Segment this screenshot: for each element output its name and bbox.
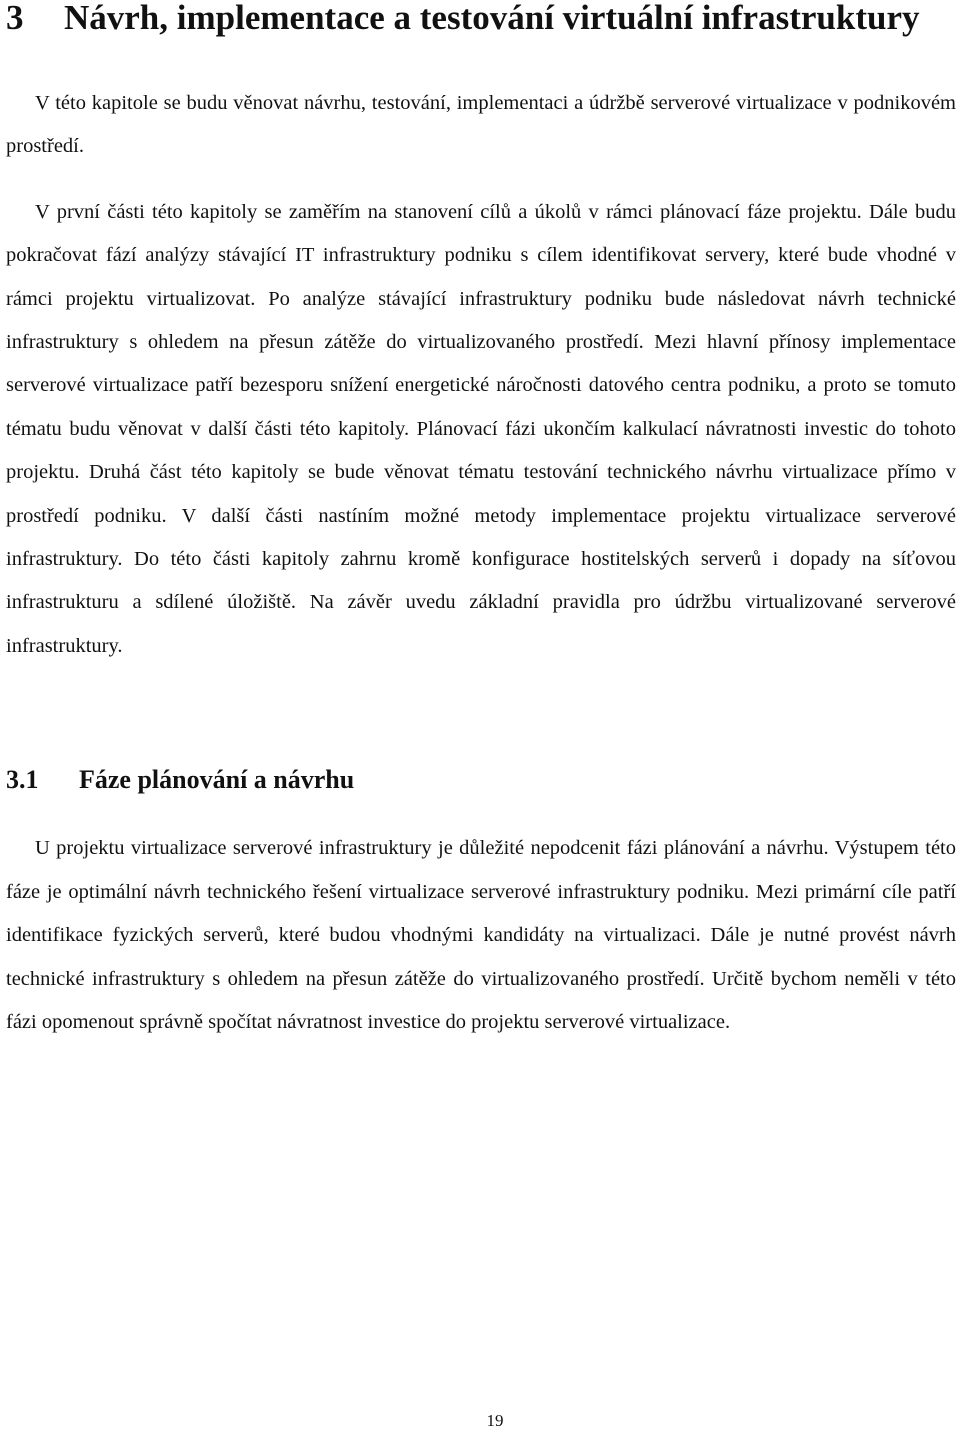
chapter-title: Návrh, implementace a testování virtuální infrastruktury <box>64 0 920 37</box>
section-heading <box>6 760 956 800</box>
section-title: Fáze plánování a návrhu <box>79 765 355 795</box>
overview-paragraph: V první části této kapitoly se zaměřím na stanovení cílů a úkolů v rámci plánovací fáze projektu. Dále budu pokračovat fází analýzy stávající IT infrastruktury podniku s cílem identifikovat servery, které bude vhodné v rámci projektu virtualizovat. Po analýze stávající infrastruktury podniku bude následovat návrh technické infrastruktury s ohledem na přesun zátěže do virtualizovaného prostředí. Mezi hlavní přínosy implementace serverové virtualizace patří bezesporu snížení energetické náročnosti datového centra podniku, a proto se tomuto tématu budu věnovat v další části této kapitoly. Plánovací fázi ukončím kalkulací návratnosti investic do tohoto projektu. Druhá část této kapitoly se bude věnovat tématu testování technického návrhu virtualizace přímo v prostředí podniku. V další části nastíním možné metody implementace projektu virtualizace serverové infrastruktury. Do této části kapitoly zahrnu kromě konfigurace hostitelských serverů i dopady na síťovou infrastrukturu a sdílené úložiště. Na závěr uvedu základní pravidla pro údržbu virtualizované serverové infrastruktury. <box>6 200 956 657</box>
document-page <box>6 0 956 1044</box>
page-number: 19 <box>486 1411 504 1430</box>
chapter-number: 3 <box>6 0 24 37</box>
chapter-heading <box>6 0 956 54</box>
section-paragraph: U projektu virtualizace serverové infrastruktury je důležité nepodcenit fázi plánování a návrhu. Výstupem této fáze je optimální návrh technického řešení virtualizace serverové infrastruktury podniku. Mezi primární cíle patří identifikace fyzických serverů, které budou vhodnými kandidáty na virtualizaci. Dále je nutné provést návrh technické infrastruktury s ohledem na přesun zátěže do virtualizovaného prostředí. Určitě bychom neměli v této fázi opomenout správně spočítat návratnost investice do projektu serverové virtualizace. <box>6 837 956 1033</box>
section-number: 3.1 <box>6 765 39 795</box>
intro-paragraph: V této kapitole se budu věnovat návrhu, testování, implementaci a údržbě serverové virtualizace v podnikovém prostředí. <box>6 92 956 158</box>
